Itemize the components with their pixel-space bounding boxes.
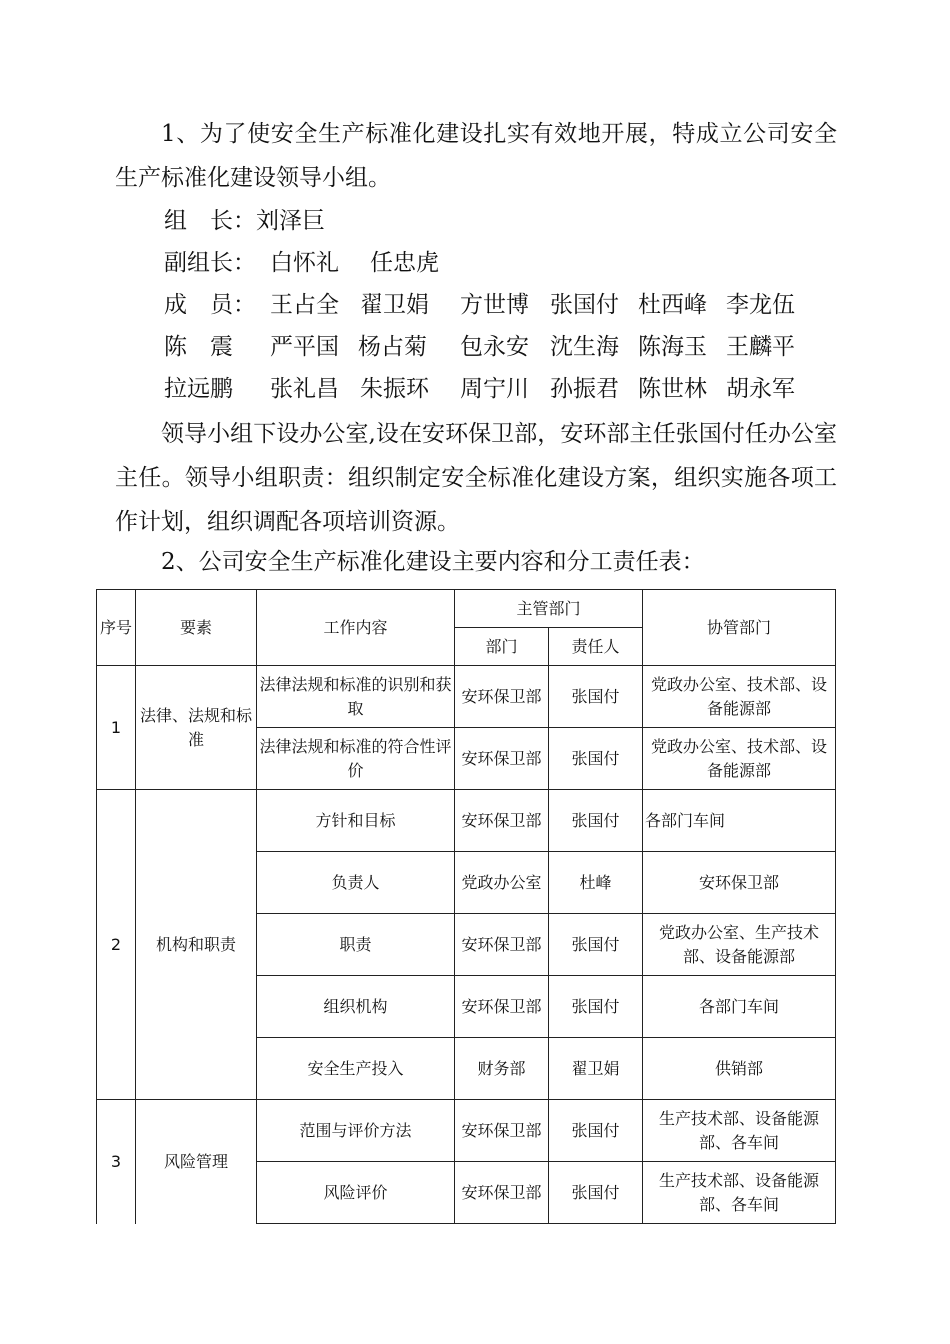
header-element: 要素 (136, 590, 257, 666)
row-element: 风险管理 (136, 1100, 257, 1224)
member-name: 翟卫娟 (360, 292, 429, 318)
row-content: 职责 (257, 914, 455, 976)
row-dept: 财务部 (455, 1038, 549, 1100)
row-dept: 安环保卫部 (455, 914, 549, 976)
header-row (97, 590, 836, 628)
row-content: 组织机构 (257, 976, 455, 1038)
row-content: 负责人 (257, 852, 455, 914)
row-assist: 生产技术部、设备能源部、各车间 (643, 1162, 836, 1224)
row-seq: 3 (97, 1100, 136, 1224)
member-name: 张国付 (550, 292, 619, 318)
responsibility-table (96, 589, 836, 1224)
member-name: 孙振君 (550, 376, 619, 402)
paragraph-office-duties: 领导小组下设办公室,设在安环保卫部，安环部主任张国付任办公室主任。领导小组职责：组织制定安全标准化建设方案，组织实施各项工作计划，组织调配各项培训资源。 (115, 421, 837, 535)
member-name: 周宁川 (460, 376, 529, 402)
row-assist: 党政办公室、生产技术部、设备能源部 (643, 914, 836, 976)
row-dept: 安环保卫部 (455, 666, 549, 728)
member-name: 李龙伍 (726, 292, 795, 318)
row-person: 张国付 (549, 1162, 643, 1224)
row-dept: 安环保卫部 (455, 790, 549, 852)
member-name: 张礼昌 (270, 376, 339, 402)
member-name: 王麟平 (726, 334, 795, 360)
row-person: 张国付 (549, 728, 643, 790)
row-element: 法律、法规和标准 (136, 666, 257, 790)
row-dept: 党政办公室 (455, 852, 549, 914)
row-seq: 2 (97, 790, 136, 1100)
row-content: 范围与评价方法 (257, 1100, 455, 1162)
row-assist: 各部门车间 (643, 790, 836, 852)
row-assist: 安环保卫部 (643, 852, 836, 914)
table-row (97, 666, 836, 728)
member-name: 沈生海 (550, 334, 619, 360)
row-assist: 供销部 (643, 1038, 836, 1100)
leader-text: 组 长：刘泽巨 (164, 208, 325, 234)
deputy-name: 白怀礼 (270, 250, 339, 276)
row-content: 风险评价 (257, 1162, 455, 1224)
row-assist: 党政办公室、技术部、设备能源部 (643, 728, 836, 790)
row-element: 机构和职责 (136, 790, 257, 1100)
header-assist: 协管部门 (643, 590, 836, 666)
member-name: 方世博 (460, 292, 529, 318)
member-name: 陈 震 (164, 334, 233, 360)
member-name: 陈世林 (638, 376, 707, 402)
row-content: 法律法规和标准的识别和获取 (257, 666, 455, 728)
row-person: 张国付 (549, 976, 643, 1038)
row-assist: 生产技术部、设备能源部、各车间 (643, 1100, 836, 1162)
row-dept: 安环保卫部 (455, 976, 549, 1038)
paragraph-table-caption: 2、公司安全生产标准化建设主要内容和分工责任表： (161, 549, 705, 575)
row-dept: 安环保卫部 (455, 1100, 549, 1162)
member-name: 杜西峰 (638, 292, 707, 318)
header-main-dept: 主管部门 (455, 590, 643, 628)
paragraph-leading-group: 1、为了使安全生产标准化建设扎实有效地开展，特成立公司安全生产标准化建设领导小组。 (115, 121, 837, 191)
header-content: 工作内容 (257, 590, 455, 666)
member-name: 杨占菊 (358, 334, 427, 360)
header-dept: 部门 (455, 628, 549, 666)
member-name: 王占全 (270, 292, 339, 318)
member-name: 陈海玉 (638, 334, 707, 360)
row-person: 张国付 (549, 1100, 643, 1162)
row-content: 安全生产投入 (257, 1038, 455, 1100)
member-name: 胡永军 (726, 376, 795, 402)
row-seq: 1 (97, 666, 136, 790)
table-row (97, 1100, 836, 1162)
row-assist: 党政办公室、技术部、设备能源部 (643, 666, 836, 728)
row-dept: 安环保卫部 (455, 728, 549, 790)
row-person: 张国付 (549, 666, 643, 728)
deputy-label: 副组长： (164, 250, 256, 276)
row-person: 杜峰 (549, 852, 643, 914)
deputy-name: 任忠虎 (370, 250, 439, 276)
row-person: 张国付 (549, 790, 643, 852)
row-content: 方针和目标 (257, 790, 455, 852)
row-person: 翟卫娟 (549, 1038, 643, 1100)
header-person: 责任人 (549, 628, 643, 666)
row-person: 张国付 (549, 914, 643, 976)
member-name: 朱振环 (360, 376, 429, 402)
header-seq: 序号 (97, 590, 136, 666)
row-content: 法律法规和标准的符合性评价 (257, 728, 455, 790)
row-assist: 各部门车间 (643, 976, 836, 1038)
table-row (97, 790, 836, 852)
member-name: 包永安 (460, 334, 529, 360)
member-name: 拉远鹏 (164, 376, 233, 402)
row-dept: 安环保卫部 (455, 1162, 549, 1224)
members-label: 成 员： (164, 292, 256, 318)
member-name: 严平国 (270, 334, 339, 360)
